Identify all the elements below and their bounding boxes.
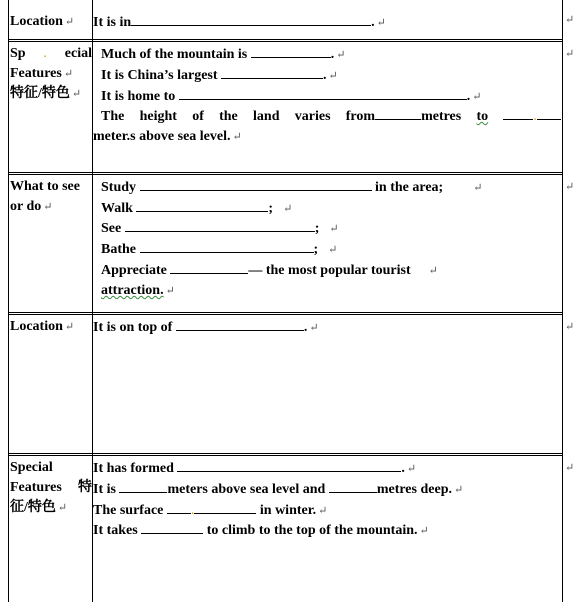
todo-appreciate: Appreciate — the most popular tourist ↵ <box>101 260 438 281</box>
cell-end-mark-3: ↵ <box>565 181 574 193</box>
location-2-label: Location ↵ <box>10 319 75 334</box>
special-1-blank-1[interactable] <box>251 44 331 58</box>
row-divider-2 <box>8 172 563 175</box>
takes-blank[interactable] <box>141 520 203 534</box>
todo-see: See ; ↵ <box>101 218 339 239</box>
surface-blank[interactable] <box>167 500 191 514</box>
special-1-height-line-2: meter.s above sea level. ↵ <box>93 129 242 144</box>
special-1-label: Sp . ecial Features ↵ 特征/特色 ↵ <box>10 46 92 101</box>
special-2-line-1: It has formed . ↵ <box>93 458 416 479</box>
todo-appreciate-line-2: attraction. ↵ <box>101 283 175 298</box>
height-from-blank[interactable] <box>375 106 421 120</box>
special-2-line-3: The surface . in winter. ↵ <box>93 500 327 521</box>
special-1-line-1: Much of the mountain is . ↵ <box>101 44 345 65</box>
appreciate-blank[interactable] <box>170 260 248 274</box>
table-left-border <box>8 0 9 602</box>
walk-blank[interactable] <box>136 198 268 212</box>
bathe-blank[interactable] <box>140 239 314 253</box>
todo-label: What to see or do ↵ <box>10 179 80 214</box>
study-blank[interactable] <box>140 177 372 191</box>
special-1-blank-2[interactable] <box>221 65 323 79</box>
special-1-line-2: It is China’s largest . ↵ <box>101 65 338 86</box>
todo-study: Study in the area; ↵ <box>101 177 482 198</box>
special-1-line-3: It is home to . ↵ <box>101 86 482 107</box>
special-2-line-4: It takes to climb to the top of the mountain. ↵ <box>93 520 429 541</box>
special-2-label: Special Features 特 征/特色 ↵ <box>10 460 92 515</box>
location-2-sentence: It is on top of . ↵ <box>93 317 319 338</box>
location-1-blank[interactable] <box>131 12 371 26</box>
todo-bathe: Bathe ; ↵ <box>101 239 337 260</box>
special-2-line-2: It is meters above sea level and metres deep. ↵ <box>93 479 463 500</box>
cell-end-mark-4: ↵ <box>565 321 574 333</box>
location-1-sentence: It is in . ↵ <box>93 12 386 33</box>
location-1-label: Location ↵ <box>10 14 75 29</box>
table-right-border <box>562 0 563 602</box>
see-blank[interactable] <box>125 218 315 232</box>
todo-walk: Walk ; ↵ <box>101 198 292 219</box>
cell-end-mark-5: ↵ <box>565 462 574 474</box>
height-to-blank[interactable] <box>503 106 533 120</box>
formed-blank[interactable] <box>177 458 401 472</box>
location-2-blank[interactable] <box>176 317 304 331</box>
row-divider-1 <box>8 39 563 42</box>
row-divider-3 <box>8 312 563 315</box>
row-divider-4 <box>8 453 563 456</box>
special-1-height-line: The height of the land varies from metres to . <box>101 106 561 127</box>
meters-blank[interactable] <box>119 479 167 493</box>
cell-end-mark-2: ↵ <box>565 48 574 60</box>
cell-end-mark-1: ↵ <box>565 14 574 26</box>
special-1-blank-3[interactable] <box>179 86 467 100</box>
depth-blank[interactable] <box>329 479 377 493</box>
